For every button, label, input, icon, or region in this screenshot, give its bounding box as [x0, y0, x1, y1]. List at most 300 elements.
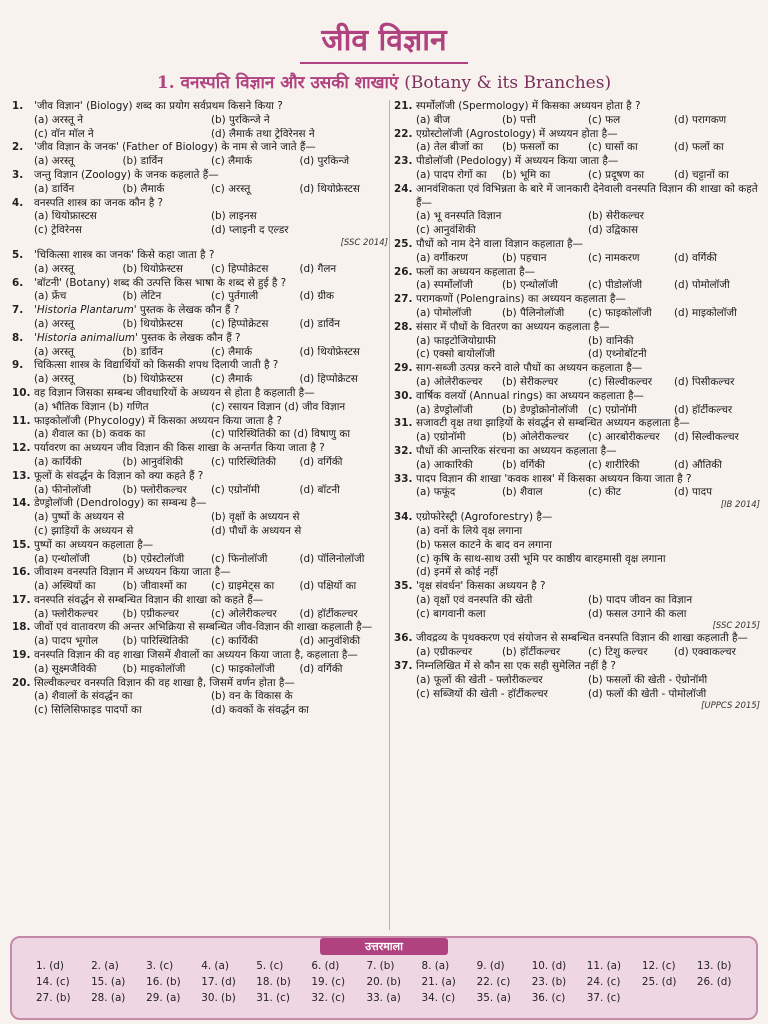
question-item	[394, 238, 760, 266]
options-list	[12, 183, 388, 197]
question-text: परागकणों (Polengrains) का अध्ययन कहलाता है—	[416, 293, 626, 306]
question-text: वनस्पति संवर्द्धन से सम्बन्धित विज्ञान की शाखा को कहते हैं—	[34, 593, 264, 606]
question-item	[394, 473, 760, 512]
option: (c) ट्रेविरेनस	[34, 224, 82, 237]
option: (a) वर्गीकरण	[416, 251, 468, 264]
option: (d) हॉर्टीकल्चर	[299, 607, 358, 620]
option: (a) डेण्ड्रोलॉजी	[416, 403, 473, 416]
option: (d) वर्गिकी	[299, 455, 343, 468]
option: (a) अस्थियों का	[34, 580, 96, 593]
question-number: 29.	[394, 362, 413, 375]
options-list	[12, 635, 388, 649]
option: (b) वृक्षों के अध्ययन से	[211, 511, 300, 524]
option: (a) अरस्तू	[34, 262, 74, 275]
question-number: 32.	[394, 444, 413, 457]
question-text: फूलों के संवर्द्धन के विज्ञान को क्या कहते हैं ?	[34, 469, 204, 482]
question-text: वनस्पति शास्त्र का जनक कौन है ?	[34, 196, 164, 209]
column-divider	[389, 100, 390, 930]
options-list	[394, 674, 760, 702]
answer-entry: 1. (d)	[36, 960, 64, 972]
option: (b) फसलों का	[502, 141, 559, 154]
option: (a) वृक्षों एवं वनस्पति की खेती	[416, 593, 533, 606]
answer-entry: 5. (c)	[256, 960, 284, 972]
option: (c) फिनोलॉजी	[211, 552, 268, 565]
question-item	[394, 660, 760, 712]
options-list	[12, 263, 388, 277]
options-list	[12, 373, 388, 387]
option: (a) सूक्ष्मजैविकी	[34, 662, 97, 675]
option: (b) पहचान	[502, 251, 547, 264]
option: (c) रसायन विज्ञान (d) जीव विज्ञान	[211, 400, 346, 413]
answer-entry: 20. (b)	[366, 976, 401, 988]
options-list	[394, 307, 760, 321]
question-number: 14.	[12, 497, 31, 510]
question-text: 'चिकित्सा शास्त्र का जनक' किसे कहा जाता है ?	[34, 248, 215, 261]
option: (c) आरबोरीकल्चर	[588, 431, 660, 444]
options-list	[12, 114, 388, 142]
option: (a) एग्रोनॉमी	[416, 431, 466, 444]
option: (a) स्पर्मोलॉजी	[416, 279, 473, 292]
question-item	[12, 677, 388, 718]
options-list	[394, 141, 760, 155]
question-text: चिकित्सा शास्त्र के विद्यार्थियों को किसकी शपथ दिलायी जाती है ?	[34, 359, 279, 372]
question-text: 'बॉटनी' (Botany) शब्द की उत्पत्ति किस भाषा के शब्द से हुई है ?	[34, 276, 287, 289]
question-number: 35.	[394, 580, 413, 593]
question-text: आनवंशिकता एवं विभिन्नता के बारे में जानकारी देनेवाली वनस्पति विज्ञान की शाखा को कहते हैं—	[416, 182, 758, 209]
question-item	[394, 128, 760, 156]
option: (b) फ्लोरीकल्चर	[122, 483, 187, 496]
option: (c) पीडोलॉजी	[588, 279, 643, 292]
option: (d) फलों का	[674, 141, 724, 154]
section-title-english: (Botany & its Branches)	[404, 73, 612, 93]
option: (c) ओलेरीकल्चर	[211, 607, 277, 620]
option: (c) एग्रोनॉमी	[588, 403, 637, 416]
question-number: 26.	[394, 265, 413, 278]
question-item	[394, 417, 760, 445]
answer-entry: 22. (c)	[476, 976, 511, 988]
question-number: 15.	[12, 538, 31, 551]
question-text: जीवाश्म वनस्पति विज्ञान में अध्ययन किया जाता है—	[34, 566, 231, 579]
question-number: 17.	[12, 593, 31, 606]
option: (a) अरस्तू	[34, 345, 74, 358]
option: (c) हिप्पोक्रेटस	[211, 262, 269, 275]
question-text: 'Historia Plantarum' पुस्तक के लेखक कौन हैं ?	[34, 304, 240, 317]
option: (d) पॉलिनोलॉजी	[299, 552, 365, 565]
question-text: फाइकोलॉजी (Phycology) में किसका अध्ययन किया जाता है ?	[34, 414, 282, 427]
option: (a) डार्विन	[34, 182, 75, 195]
option: (a) अरस्तू	[34, 155, 74, 168]
options-list	[12, 318, 388, 332]
option: (d) सिल्वीकल्चर	[674, 431, 739, 444]
answer-entry: 2. (a)	[91, 960, 119, 972]
option: (a) फाइटोजियोग्राफी	[416, 334, 496, 347]
option: (a) भौतिक विज्ञान (b) गणित	[34, 400, 149, 413]
options-list	[394, 486, 760, 500]
answer-entry: 17. (d)	[201, 976, 236, 988]
option: (d) एथ्नोबॉटनी	[588, 348, 647, 361]
question-text: 'वृक्ष संवर्धन' किसका अध्ययन है ?	[416, 580, 546, 593]
question-text: 'जीव विज्ञान के जनक' (Father of Biology) के नाम से जाने जाते हैं—	[34, 141, 316, 154]
option: (b) लाइनस	[211, 210, 257, 223]
section-title	[0, 70, 768, 93]
option: (b) वर्गिकी	[502, 458, 545, 471]
answer-entry: 29. (a)	[146, 992, 181, 1004]
answer-entry: 35. (a)	[476, 992, 511, 1004]
question-number: 16.	[12, 566, 31, 579]
option: (a) थियोफ्रास्टस	[34, 210, 97, 223]
question-item	[394, 445, 760, 473]
option: (d) औतिकी	[674, 458, 722, 471]
question-text: सजावटी वृक्ष तथा झाड़ियों के संवर्द्धन से सम्बन्धित अध्ययन कहलाता है—	[416, 417, 690, 430]
option: (d) थियोफ्रेस्टस	[299, 345, 360, 358]
option: (c) पारिस्थितिकी	[211, 455, 277, 468]
option: (b) पुरकिन्जे ने	[211, 113, 270, 126]
question-number: 13.	[12, 469, 31, 482]
answer-entry: 7. (b)	[366, 960, 395, 972]
options-list	[12, 553, 388, 567]
options-list	[394, 459, 760, 473]
option: (b) पत्ती	[502, 113, 536, 126]
question-item	[394, 266, 760, 294]
question-number: 36.	[394, 632, 413, 645]
answer-entry: 28. (a)	[91, 992, 126, 1004]
question-number: 37.	[394, 660, 413, 673]
option: (c) झाड़ियों के अध्ययन से	[34, 524, 134, 537]
question-item	[12, 566, 388, 594]
question-number: 24.	[394, 182, 413, 195]
exam-source: [IB 2014]	[720, 500, 760, 511]
question-text: पुष्पों का अध्ययन कहलाता है—	[34, 538, 154, 551]
option: (d) थियोफ्रेस्टस	[299, 182, 360, 195]
options-list	[394, 210, 760, 238]
question-text: फलों का अध्ययन कहलाता है—	[416, 265, 536, 278]
option: (c) लैमार्क	[211, 373, 253, 386]
question-item	[12, 442, 388, 470]
option: (d) गैलन	[299, 262, 337, 275]
exam-source: [SSC 2015]	[712, 621, 760, 632]
option: (c) आनुवंशिकी	[416, 224, 476, 237]
question-item	[12, 197, 388, 249]
answer-entry: 21. (a)	[421, 976, 456, 988]
options-list	[394, 376, 760, 390]
option: (b) डेण्ड्रोक्रोनोलॉजी	[502, 403, 579, 416]
question-item	[12, 497, 388, 538]
option: (a) अरस्तू	[34, 373, 74, 386]
question-item	[12, 621, 388, 649]
option: (b) एग्रेस्टोलॉजी	[122, 552, 185, 565]
option: (c) सिलिसिफाइड पादपों का	[34, 704, 142, 717]
option: (a) पादप रोगों का	[416, 168, 487, 181]
option: (d) बॉटनी	[299, 483, 340, 496]
option: (a) बीज	[416, 113, 451, 126]
option: (b) थियोफ्रेस्टस	[122, 262, 183, 275]
options-list	[394, 594, 760, 622]
option: (d) पौधों के अध्ययन से	[211, 524, 302, 537]
section-title-hindi: 1. वनस्पति विज्ञान और उसकी शाखाएं	[156, 73, 399, 93]
answer-entry: 13. (b)	[696, 960, 732, 972]
answer-entry: 16. (b)	[146, 976, 181, 988]
option: (a) कार्यिकी	[34, 455, 82, 468]
option: (c) एक्सो बायोलॉजी	[416, 348, 495, 361]
question-number: 23.	[394, 155, 413, 168]
answer-entry: 15. (a)	[91, 976, 126, 988]
options-list	[394, 114, 760, 128]
option: (a) एग्रीकल्चर	[416, 646, 473, 659]
question-text: 'जीव विज्ञान' (Biology) शब्द का प्रयोग सर्वप्रथम किसने किया ?	[34, 100, 283, 112]
option: (c) फाइकोलॉजी	[588, 306, 652, 319]
question-number: 27.	[394, 293, 413, 306]
option: (b) आनुवंशिकी	[122, 455, 184, 468]
question-text: पौधों की आन्तरिक संरचना का अध्ययन कहलाता है—	[416, 444, 617, 457]
answer-entry: 34. (c)	[421, 992, 456, 1004]
option: (a) फ्लोरीकल्चर	[34, 607, 99, 620]
option: (c) लैमार्क	[211, 345, 253, 358]
option: (b) थियोफ्रेस्टस	[122, 317, 183, 330]
option: (d) पिसीकल्चर	[674, 375, 735, 388]
option: (c) एग्रोनॉमी	[211, 483, 260, 496]
option: (d) हॉर्टीकल्चर	[674, 403, 733, 416]
question-item	[12, 649, 388, 677]
question-number: 1.	[12, 100, 24, 112]
option: (a) आकारिकी	[416, 458, 473, 471]
option: (d) हिप्पोक्रेटस	[299, 373, 358, 386]
answer-entry: 36. (c)	[531, 992, 566, 1004]
answer-entry: 33. (a)	[366, 992, 401, 1004]
answer-entry: 27. (b)	[36, 992, 71, 1004]
option: (c) सब्जियों की खेती - हॉर्टीकल्चर	[416, 687, 548, 700]
question-item	[12, 539, 388, 567]
question-text: पीडोलॉजी (Pedology) में अध्ययन किया जाता है—	[416, 155, 619, 168]
option: (b) फसल काटने के बाद वन लगाना	[416, 538, 552, 551]
option: (c) नामकरण	[588, 251, 640, 264]
question-text: स्पर्मोलॉजी (Spermology) में किसका अध्ययन होता है ?	[416, 100, 641, 112]
option: (c) वॉन मॉल ने	[34, 127, 94, 140]
options-list	[12, 210, 388, 238]
question-item	[12, 594, 388, 622]
option: (b) पैलिनोलॉजी	[502, 306, 565, 319]
page-title: जीव विज्ञान	[321, 23, 447, 58]
question-text: सिल्वीकल्चर वनस्पति विज्ञान की वह शाखा है, जिसमें वर्णन होता है—	[34, 676, 295, 689]
answer-entry: 25. (d)	[641, 976, 677, 988]
option: (c) पारिस्थितिकी का (d) विषाणु का	[211, 428, 351, 441]
option: (b) सेरीकल्चर	[502, 375, 558, 388]
option: (d) एक्वाकल्चर	[674, 646, 736, 659]
answer-entry: 32. (c)	[311, 992, 346, 1004]
option: (c) बागवानी कला	[416, 607, 486, 620]
option: (a) अरस्तू	[34, 317, 74, 330]
question-number: 33.	[394, 472, 413, 485]
question-item	[394, 632, 760, 660]
option: (d) कवकों के संवर्द्धन का	[211, 704, 309, 717]
option: (c) शारीरिकी	[588, 458, 640, 471]
question-text: जीवों एवं वातावरण की अन्तर अभिक्रिया से सम्बन्धित जीव-विज्ञान की शाखा कहलाती है—	[34, 621, 373, 634]
option: (b) एग्रीकल्चर	[122, 607, 179, 620]
option: (d) प्लाइनी द एल्डर	[211, 224, 289, 237]
answer-key-grid	[36, 958, 752, 1006]
options-list	[12, 484, 388, 498]
option: (a) फफूंद	[416, 486, 456, 499]
option: (c) फल	[588, 113, 621, 126]
option: (b) वन के विकास के	[211, 690, 293, 703]
question-text: वार्षिक वलयों (Annual rings) का अध्ययन कहलाता है—	[416, 389, 644, 402]
option: (a) फूलों की खेती - फ्लोरीकल्चर	[416, 673, 543, 686]
options-list	[394, 335, 760, 363]
question-item	[394, 390, 760, 418]
options-list	[12, 456, 388, 470]
option: (a) ओलेरीकल्चर	[416, 375, 483, 388]
question-text: जीवद्रव्य के पृथक्करण एवं संयोजन से सम्बन्धित वनस्पति विज्ञान की शाखा कहलाती है—	[416, 632, 748, 645]
option: (b) डार्विन	[122, 155, 163, 168]
option: (b) हॉर्टीकल्चर	[502, 646, 561, 659]
option: (b) डार्विन	[122, 345, 163, 358]
question-item	[394, 580, 760, 632]
option: (b) पारिस्थितिकी	[122, 635, 189, 648]
answer-entry: 23. (b)	[531, 976, 567, 988]
option: (d) फलों की खेती - पोमोलॉजी	[588, 687, 707, 700]
question-item	[12, 332, 388, 360]
option: (d) पक्षियों का	[299, 580, 357, 593]
option: (a) भू वनस्पति विज्ञान	[416, 210, 502, 223]
answer-entry: 14. (c)	[36, 976, 70, 988]
options-list	[394, 525, 760, 580]
option: (a) पोमोलॉजी	[416, 306, 472, 319]
option: (d) परागकण	[674, 113, 727, 126]
option: (c) ग्राइमेट्स का	[211, 580, 275, 593]
question-number: 31.	[394, 417, 413, 430]
option: (d) आनुवंशिकी	[299, 635, 361, 648]
question-number: 30.	[394, 389, 413, 402]
options-list	[12, 663, 388, 677]
options-list	[12, 511, 388, 539]
question-text: जन्तु विज्ञान (Zoology) के जनक कहलाते हैं—	[34, 168, 219, 181]
question-number: 8.	[12, 331, 24, 344]
option: (c) कार्यिकी	[211, 635, 259, 648]
question-number: 5.	[12, 248, 24, 261]
option: (c) घासों का	[588, 141, 638, 154]
option: (c) पुर्तगाली	[211, 290, 259, 303]
question-number: 25.	[394, 237, 413, 250]
option: (c) टिशु कल्चर	[588, 646, 648, 659]
question-text: पर्यावरण का अध्ययन जीव विज्ञान की किस शाखा के अन्तर्गत किया जाता है ?	[34, 442, 325, 455]
question-number: 11.	[12, 414, 31, 427]
option: (a) एन्थोलॉजी	[34, 552, 90, 565]
option: (c) अरस्तू	[211, 182, 251, 195]
option: (a) फ्रेंच	[34, 290, 67, 303]
option: (c) फाइकोलॉजी	[211, 662, 275, 675]
options-list	[394, 169, 760, 183]
options-list	[394, 252, 760, 266]
question-item	[394, 511, 760, 580]
option: (d) चट्टानों का	[674, 168, 729, 181]
option: (b) वानिकी	[588, 334, 634, 347]
question-item	[12, 277, 388, 305]
option: (a) तेल बीजों का	[416, 141, 484, 154]
answer-entry: 9. (d)	[476, 960, 505, 972]
question-number: 7.	[12, 304, 24, 317]
options-list	[394, 431, 760, 445]
exam-source: [SSC 2014]	[340, 237, 388, 248]
answer-entry: 37. (c)	[586, 992, 621, 1004]
question-item	[12, 304, 388, 332]
option: (b) एन्थोलॉजी	[502, 279, 558, 292]
question-number: 9.	[12, 359, 24, 372]
answer-entry: 12. (c)	[641, 960, 676, 972]
right-column	[394, 100, 760, 712]
question-text: पादप विज्ञान की शाखा 'कवक शास्त्र' में किसका अध्ययन किया जाता है ?	[416, 472, 692, 485]
exam-source: [UPPCS 2015]	[701, 701, 760, 712]
answer-entry: 8. (a)	[421, 960, 450, 972]
options-list	[12, 608, 388, 622]
answer-entry: 4. (a)	[201, 960, 229, 972]
question-item	[394, 100, 760, 128]
answer-entry: 11. (a)	[586, 960, 622, 972]
question-text: वनस्पति विज्ञान की वह शाखा जिसमें शैवालों का अध्ययन किया जाता है, कहलाता है—	[34, 649, 358, 662]
question-text: निम्नलिखित में से कौन सा एक सही सुमेलित नहीं है ?	[416, 660, 616, 673]
option: (d) पोमोलॉजी	[674, 279, 730, 292]
question-number: 12.	[12, 442, 31, 455]
option: (c) कीट	[588, 486, 622, 499]
question-number: 21.	[394, 100, 413, 112]
question-number: 28.	[394, 320, 413, 333]
question-item	[394, 155, 760, 183]
answer-entry: 6. (d)	[311, 960, 340, 972]
question-number: 34.	[394, 511, 413, 524]
option: (d) फसल उगाने की कला	[588, 607, 687, 620]
options-list	[12, 401, 388, 415]
question-item	[12, 415, 388, 443]
option: (d) ग्रीक	[299, 290, 335, 303]
question-number: 22.	[394, 127, 413, 140]
answer-entry: 24. (c)	[586, 976, 621, 988]
option: (d) वर्गिकी	[674, 251, 717, 264]
question-item	[12, 359, 388, 387]
option: (b) ओलेरीकल्चर	[502, 431, 569, 444]
option: (a) वनों के लिये वृक्ष लगाना	[416, 524, 523, 537]
answer-entry: 3. (c)	[146, 960, 174, 972]
option: (a) पादप भूगोल	[34, 635, 98, 648]
options-list	[12, 290, 388, 304]
option: (c) लैमार्क	[211, 155, 253, 168]
options-list	[12, 155, 388, 169]
option: (b) लेटिन	[122, 290, 162, 303]
question-item	[12, 387, 388, 415]
question-item	[394, 183, 760, 238]
option: (d) लैमार्क तथा ट्रेविरेनस ने	[211, 127, 315, 140]
left-column	[12, 100, 388, 718]
option: (b) भूमि का	[502, 168, 551, 181]
option: (d) पादप	[674, 486, 713, 499]
question-item	[12, 169, 388, 197]
answer-entry: 19. (c)	[311, 976, 346, 988]
question-item	[12, 141, 388, 169]
answer-entry: 31. (c)	[256, 992, 290, 1004]
option: (d) डार्विन	[299, 317, 340, 330]
options-list	[394, 404, 760, 418]
options-list	[12, 428, 388, 442]
option: (c) कृषि के साथ-साथ उसी भूमि पर काष्ठीय बारहमासी वृक्ष लगाना	[416, 552, 666, 565]
option: (b) लैमार्क	[122, 182, 165, 195]
question-text: वह विज्ञान जिसका सम्बन्ध जीवधारियों के अध्ययन से होता है कहलाती है—	[34, 386, 315, 399]
answer-entry: 10. (d)	[531, 960, 567, 972]
option: (c) प्रदूषण का	[588, 168, 645, 181]
question-text: संसार में पौधों के वितरण का अध्ययन कहलाता है—	[416, 320, 610, 333]
option: (b) माइकोलॉजी	[122, 662, 186, 675]
question-item	[394, 321, 760, 362]
question-number: 18.	[12, 621, 31, 634]
option: (b) पादप जीवन का विज्ञान	[588, 593, 693, 606]
options-list	[394, 646, 760, 660]
question-item	[394, 362, 760, 390]
